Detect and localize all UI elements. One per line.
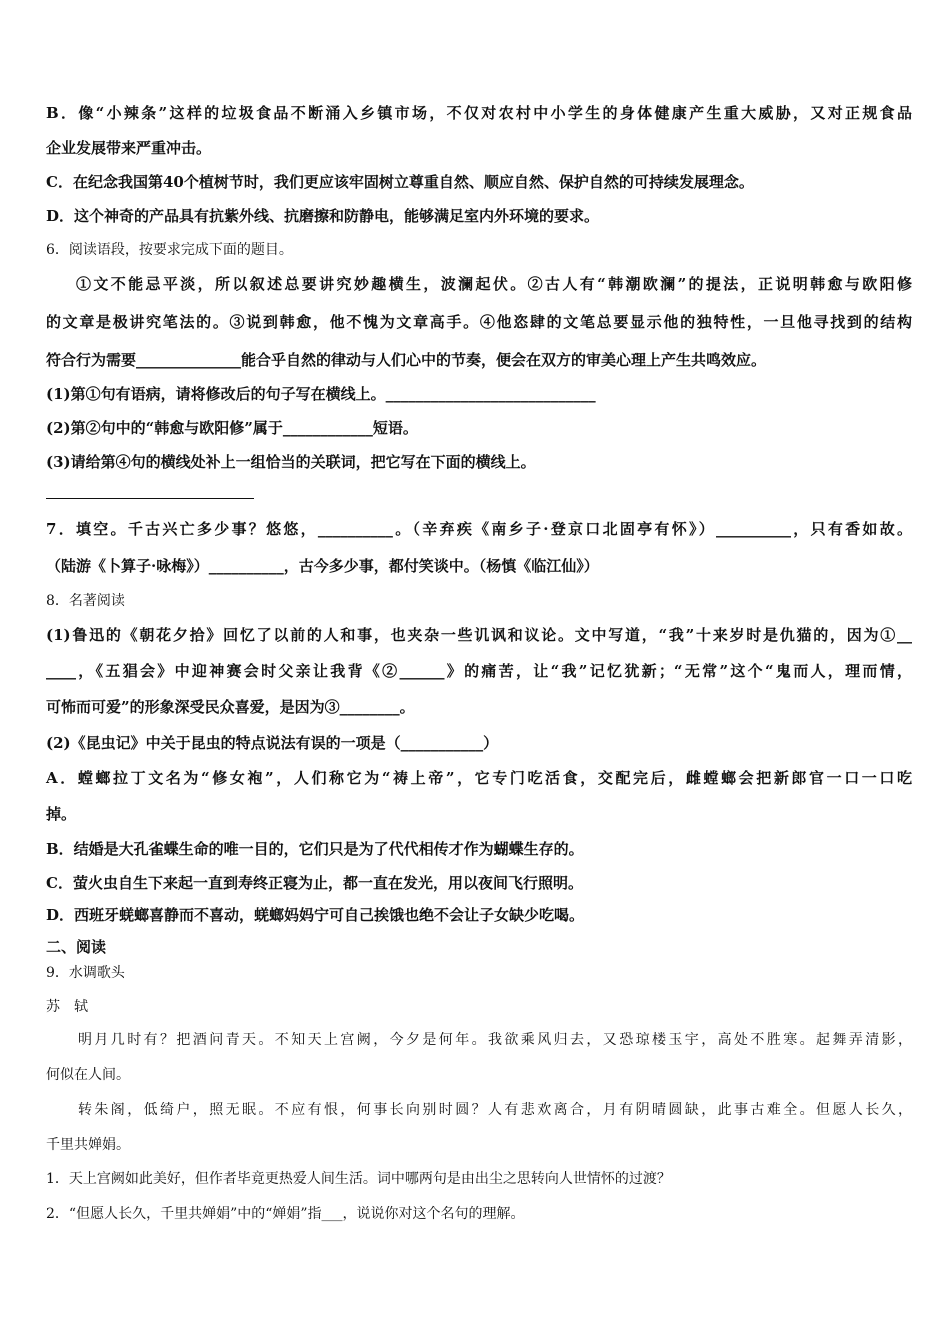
q7-line2: （陆游《卜算子·咏梅》）__________，古今多少事，都付笑谈中。（杨慎《临江仙》）: [46, 557, 599, 575]
q8-option-a-line2: 掉。: [46, 805, 77, 823]
q9-poem-para2-line1: 转朱阁，低绮户，照无眠。不应有恨，何事长向别时圆？人有悲欢离合，月有阴晴圆缺，此事古难全。但愿人长久，: [78, 1102, 912, 1118]
q5-option-b-line2: 企业发展带来严重冲击。: [46, 139, 212, 157]
q6-title: 6．阅读语段，按要求完成下面的题目。: [46, 242, 293, 258]
q9-poem-para1-line1: 明月几时有？把酒问青天。不知天上宫阙，今夕是何年。我欲乘风归去，又恐琼楼玉宇，高处不胜寒。起舞弄清影，: [78, 1032, 912, 1048]
q9-author: 苏 轼: [46, 999, 88, 1015]
q6-sub3: (3)请给第④句的横线处补上一组恰当的关联词，把它写在下面的横线上。: [46, 453, 536, 471]
q6-sub2: (2)第②句中的“韩愈与欧阳修”属于____________短语。: [46, 419, 418, 437]
q8-option-b: B．结婚是大孔雀蝶生命的唯一目的，它们只是为了代代相传才作为蝴蝶生存的。: [46, 840, 584, 858]
q6-passage-line3: 符合行为需要______________能合乎自然的律动与人们心中的节奏，便会在双方的审美心理上产生共鸣效应。: [46, 351, 767, 369]
q8-sub1-line2: ____，《五猖会》中迎神赛会时父亲让我背《②______》的痛苦，让“我”记忆犹新；“无常”这个“鬼而人，理而情，: [46, 662, 912, 680]
q8-sub2: (2)《昆虫记》中关于昆虫的特点说法有误的一项是（___________）: [46, 734, 499, 752]
section2-title: 二、阅读: [46, 938, 107, 956]
q8-sub1-line1: (1)鲁迅的《朝花夕拾》回忆了以前的人和事，也夹杂一些讥讽和议论。文中写道，“我”十来岁时是仇猫的，因为①__: [46, 626, 912, 644]
q6-passage-line1: ①文不能忌平淡，所以叙述总要讲究妙趣横生，波澜起伏。②古人有“韩潮欧澜”的提法，正说明韩愈与欧阳修: [76, 275, 912, 293]
q5-option-b-line1: B．像“小辣条”这样的垃圾食品不断涌入乡镇市场，不仅对农村中小学生的身体健康产生重大威胁，又对正规食品: [46, 104, 912, 122]
q5-option-d: D．这个神奇的产品具有抗紫外线、抗磨擦和防静电，能够满足室内外环境的要求。: [46, 207, 600, 225]
q9-sub1: 1．天上宫阙如此美好，但作者毕竟更热爱人间生活。词中哪两句是由出尘之思转向人世情怀的过渡？: [46, 1171, 671, 1187]
q9-poem-para1-line2: 何似在人间。: [46, 1067, 130, 1083]
q6-sub1: (1)第①句有语病，请将修改后的句子写在横线上。____________________________: [46, 385, 596, 403]
q9-title: 9．水调歌头: [46, 965, 125, 981]
q6-passage-line2: 的文章是极讲究笔法的。③说到韩愈，他不愧为文章高手。④他恣肆的文笔总要显示他的独特性，一旦他寻找到的结构: [46, 313, 912, 331]
q5-option-c: C．在纪念我国第40个植树节时，我们更应该牢固树立尊重自然、顺应自然、保护自然的可持续发展理念。: [46, 173, 754, 191]
q8-option-d: D．西班牙蜣螂喜静而不喜动，蜣螂妈妈宁可自己挨饿也绝不会让子女缺少吃喝。: [46, 906, 585, 924]
q9-poem-para2-line2: 千里共婵娟。: [46, 1137, 130, 1153]
q9-sub2: 2．“但愿人长久，千里共婵娟”中的“婵娟”指___，说说你对这个名句的理解。: [46, 1206, 525, 1222]
q7-line1: 7．填空。千古兴亡多少事？悠悠，__________。（辛弃疾《南乡子·登京口北固亭有怀》）__________，只有香如故。: [46, 520, 912, 538]
q8-option-a-line1: A．螳螂拉丁文名为“修女袍”，人们称它为“祷上帝”，它专门吃活食，交配完后，雌螳螂会把新郎官一口一口吃: [46, 769, 912, 787]
q6-answer-line: [46, 498, 254, 499]
q8-title: 8．名著阅读: [46, 593, 125, 609]
q8-sub1-line3: 可怖而可爱”的形象深受民众喜爱，是因为③________。: [46, 698, 415, 716]
q8-option-c: C．萤火虫自生下来起一直到寿终正寝为止，都一直在发光，用以夜间飞行照明。: [46, 874, 583, 892]
